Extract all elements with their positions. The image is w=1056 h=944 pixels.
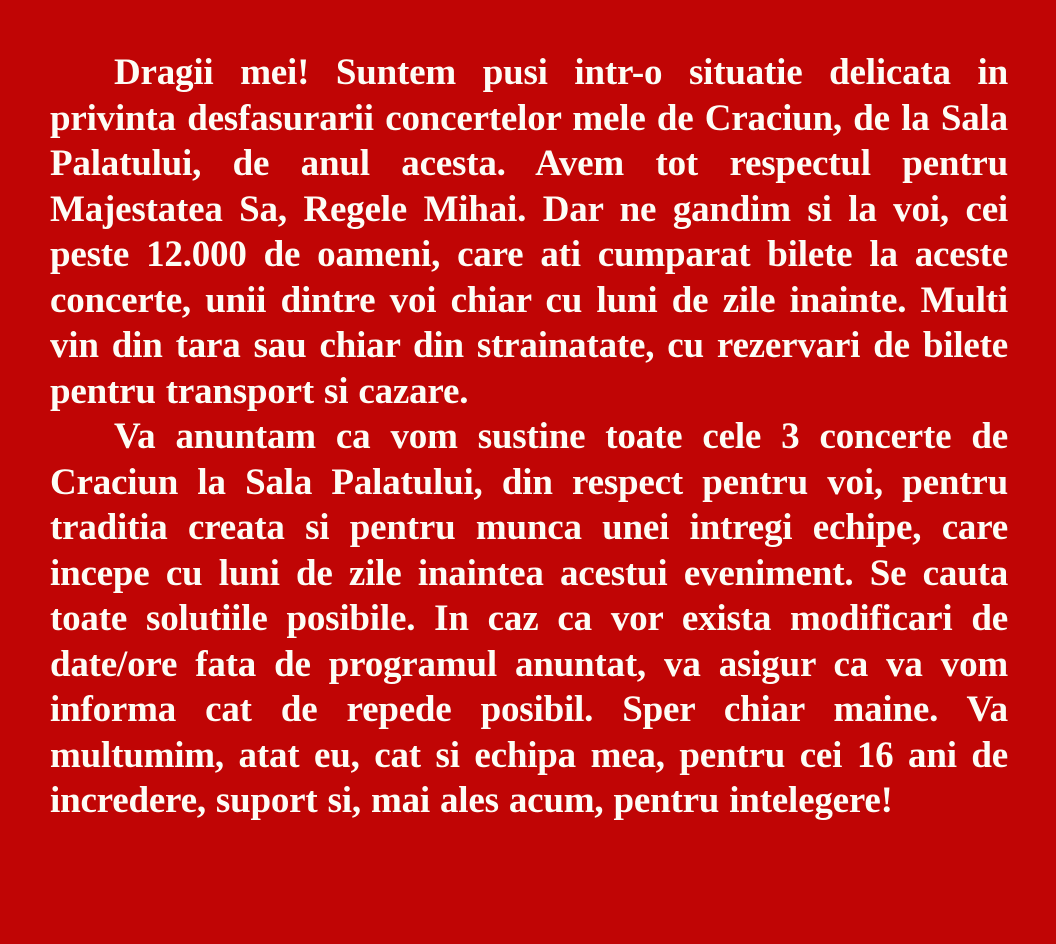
announcement-paragraph-1: Dragii mei! Suntem pusi intr-o situatie delicata in privinta desfasurarii concertelor mele de Craciun, de la Sala Palatului, de anul acesta. Avem tot respectul pentru Majestatea Sa, Regele Mihai. Dar ne gandim si la voi, cei peste 12.000 de oameni, care ati cumparat bilete la aceste concerte, unii dintre voi chiar cu luni de zile inainte. Multi vin din tara sau chiar din strainatate, cu rezervari de bilete pentru transport si cazare. — [50, 52, 1008, 412]
announcement-paragraph-2: Va anuntam ca vom sustine toate cele 3 concerte de Craciun la Sala Palatului, din respect pentru voi, pentru traditia creata si pentru munca unei intregi echipe, care incepe cu luni de zile inaintea acestui eveniment. Se cauta toate solutiile posibile. In caz ca vor exista modificari de date/ore fata de programul anuntat, va asigur ca va vom informa cat de repede posibil. Sper chiar maine. Va multumim, atat eu, cat si echipa mea, pentru cei 16 ani de incredere, suport si, mai ales acum, pentru intelegere! — [50, 416, 1008, 821]
